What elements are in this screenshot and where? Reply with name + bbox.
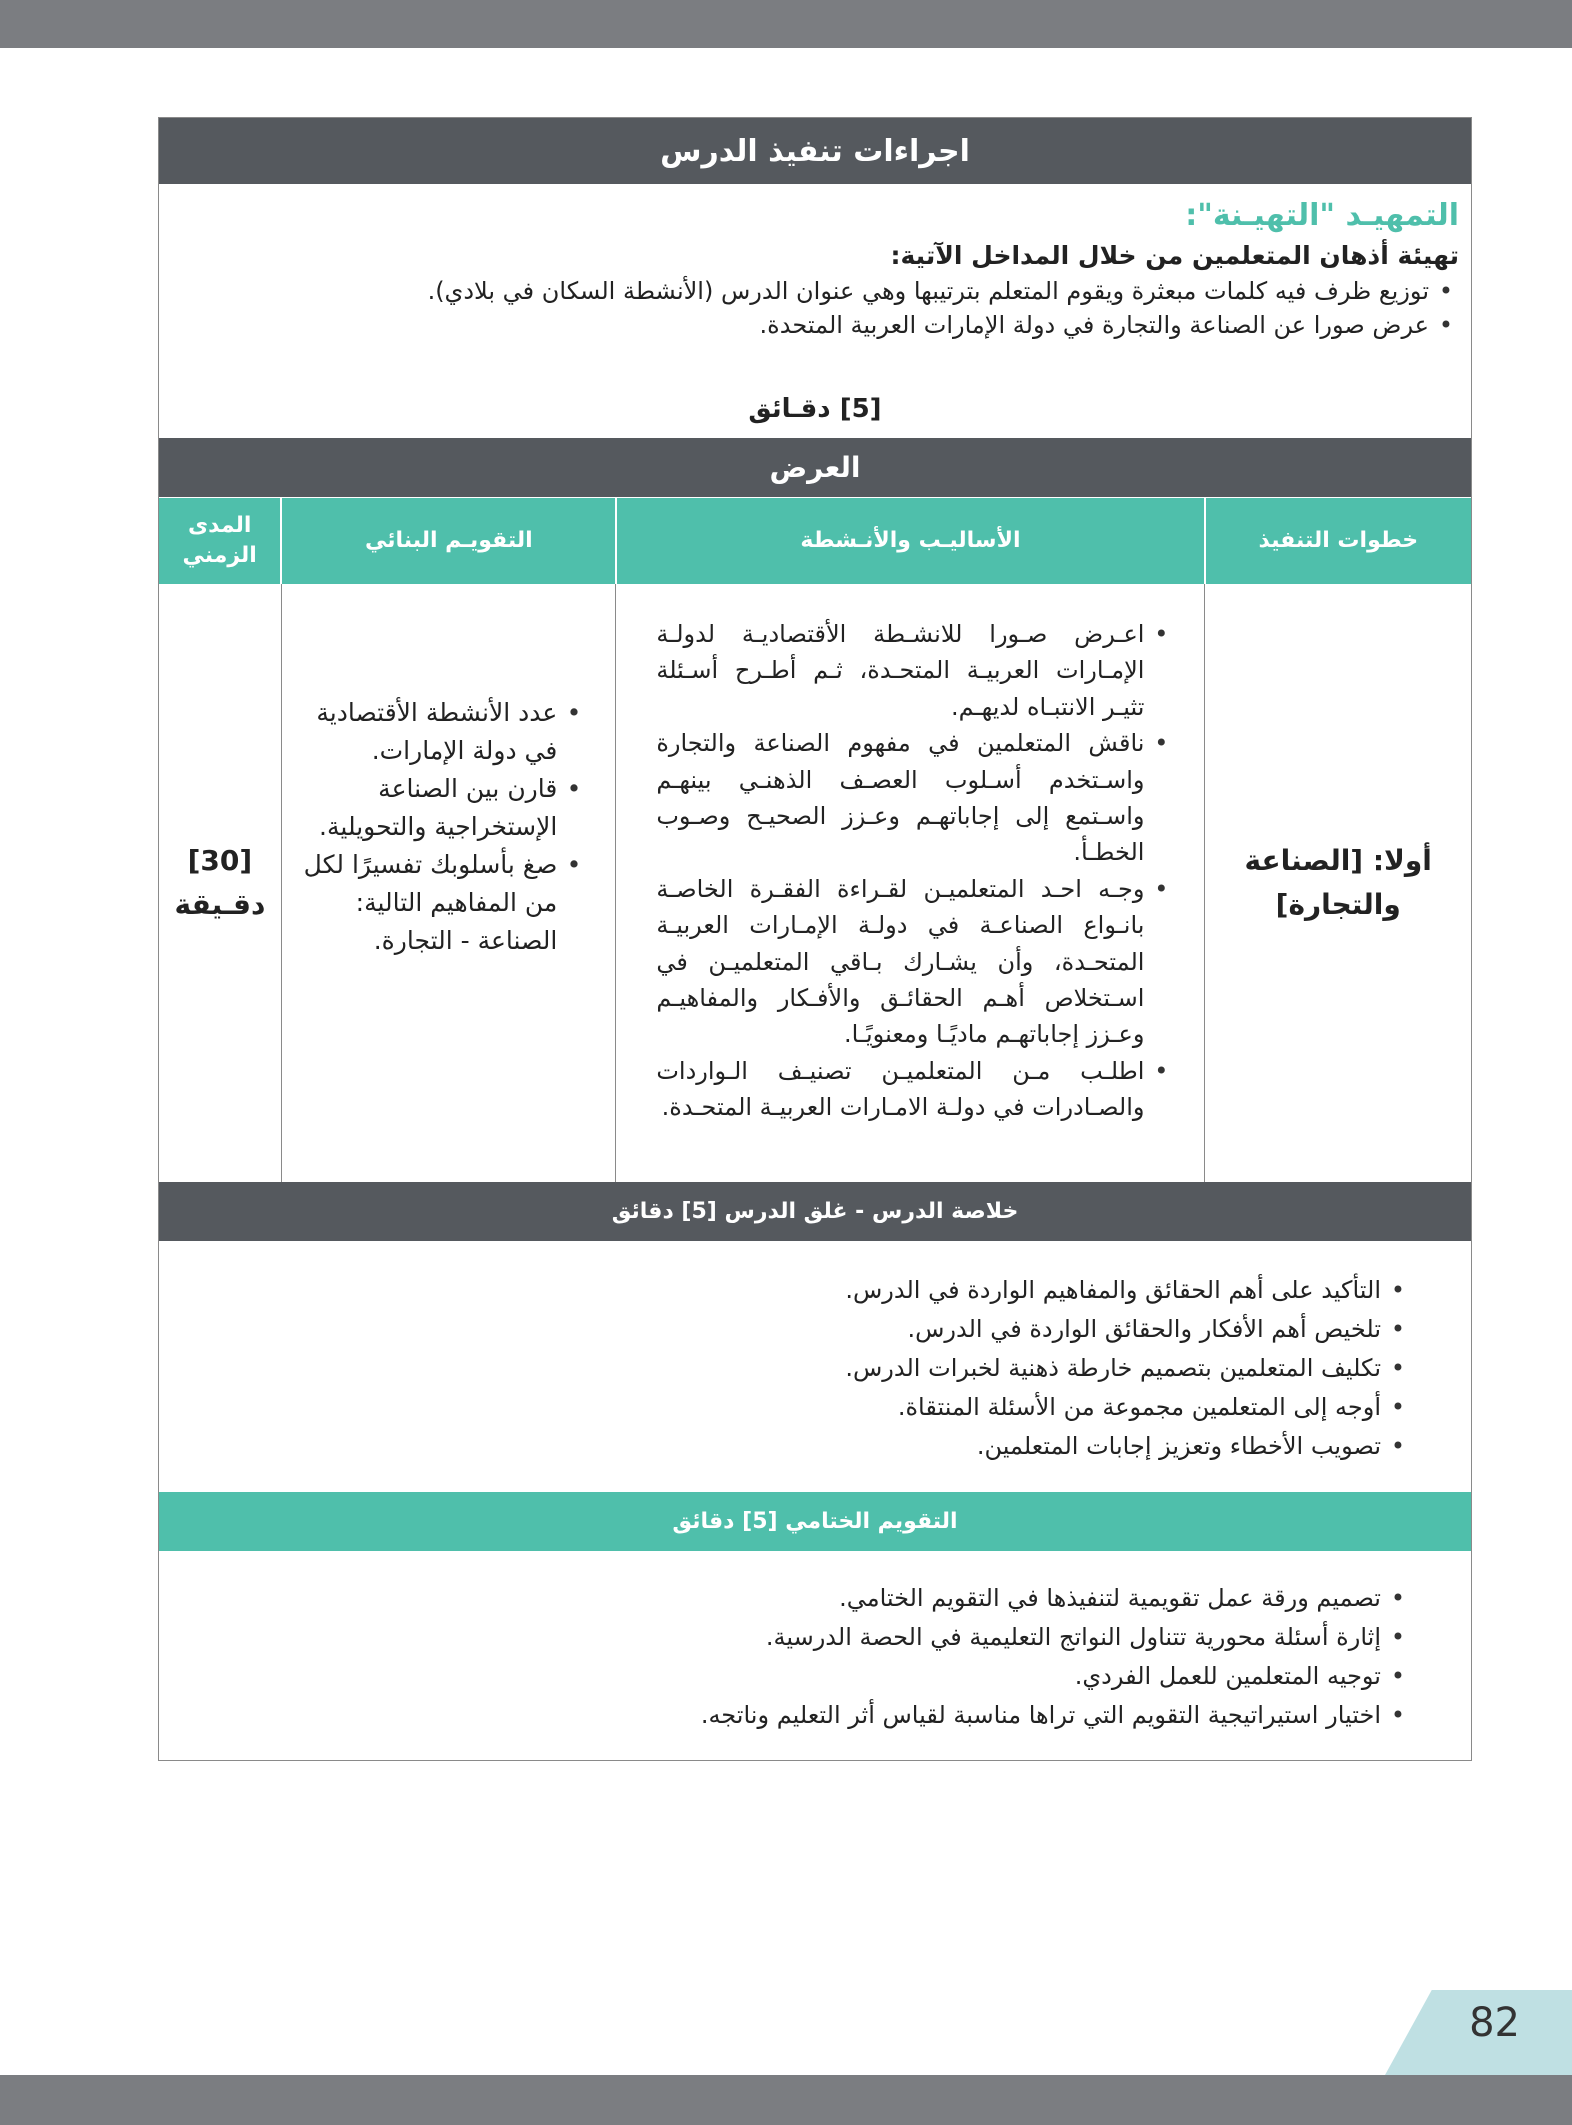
list-item: • تلخيص أهم الأفكار والحقائق الواردة في الدرس. <box>171 1310 1381 1349</box>
intro-time: [5] دقـائق <box>748 394 882 424</box>
methods-cell <box>615 584 1204 1182</box>
list-item: • تكليف المتعلمين بتصميم خارطة ذهنية لخبرات الدرس. <box>171 1349 1381 1388</box>
summary-list <box>171 1271 1411 1466</box>
list-item: • قارن بين الصناعة الإستخراجية والتحويلية. <box>302 770 558 846</box>
list-item: • التأكيد على أهم الحقائق والمفاهيم الواردة في الدرس. <box>171 1271 1381 1310</box>
methods-list <box>656 616 1174 1126</box>
top-band <box>0 0 1572 48</box>
intro-list <box>171 274 1459 342</box>
list-item: • توزيع ظرف فيه كلمات مبعثرة ويقوم المتعلم بترتيبها وهي عنوان الدرس (الأنشطة السكان في بلادي). <box>171 274 1429 308</box>
list-item: • اعـرض صـورا للانشـطة الأقتصاديـة لدولـة الإمـارات العربيـة المتحـدة، ثـم أطـرح أسـئلة تثيـر الانتبـاه لديهـم. <box>656 616 1144 725</box>
list-item: • تصميم ورقة عمل تقويمية لتنفيذها في التقويم الختامي. <box>171 1579 1381 1618</box>
intro-heading: التمهيـد "التهيـنة": <box>1185 198 1459 233</box>
header-steps: خطوات التنفيذ <box>1204 498 1471 584</box>
list-item: • اطلـب مـن المتعلميـن تصنيـف الـواردات والصـادرات في دولـة الامـارات العربيـة المتحـدة. <box>656 1053 1144 1126</box>
list-item: • تصويب الأخطاء وتعزيز إجابات المتعلمين. <box>171 1427 1381 1466</box>
header-evaluation: التقويـم البنائي <box>280 498 615 584</box>
table-header-row <box>159 497 1471 584</box>
step-cell: أولا: [الصناعة والتجارة] <box>1204 584 1471 1182</box>
page-number: 82 <box>1469 2000 1520 2046</box>
table-body-row <box>159 584 1471 1182</box>
summary-section <box>159 1241 1471 1492</box>
lesson-procedures-table <box>158 117 1472 1761</box>
list-item: • توجيه المتعلمين للعمل الفردي. <box>171 1657 1381 1696</box>
bottom-band <box>0 2075 1572 2125</box>
list-item: • وجـه احـد المتعلميـن لقـراءة الفقـرة الخاصـة بانـواع الصناعـة في دولـة الإمـارات العربيـة المتحـدة، وأن يشـارك بـاقي المتعلميـن في اسـتخلاص أهـم الحقائـق والأفـكار والمفاهيـم وعـزز إجاباتهـم ماديًـا ومعنويًـا. <box>656 871 1144 1053</box>
duration-cell: [30] دقـيقة <box>174 844 266 921</box>
header-methods: الأساليـب والأنـشطة <box>615 498 1203 584</box>
intro-section <box>159 184 1471 438</box>
evaluation-list <box>302 694 588 960</box>
list-item: • عرض صورا عن الصناعة والتجارة في دولة الإمارات العربية المتحدة. <box>171 308 1429 342</box>
list-item: • صغ بأسلوبك تفسيرًا لكل من المفاهيم التالية: الصناعة - التجارة. <box>302 846 558 960</box>
list-item: • إثارة أسئلة محورية تتناول النواتج التعليمية في الحصة الدرسية. <box>171 1618 1381 1657</box>
presentation-title: العرض <box>159 438 1471 497</box>
list-item: • أوجه إلى المتعلمين مجموعة من الأسئلة المنتقاة. <box>171 1388 1381 1427</box>
summary-title: خلاصة الدرس - غلق الدرس [5] دقائق <box>159 1182 1471 1241</box>
final-assessment-section <box>159 1551 1471 1735</box>
evaluation-cell <box>281 584 616 1182</box>
table-title: اجراءات تنفيذ الدرس <box>159 118 1471 184</box>
list-item: • ناقش المتعلمين في مفهوم الصناعة والتجارة واسـتخدم أسـلوب العصـف الذهنـي بينهـم واسـتمع إلى إجاباتهـم وعـزز الصحيـح وصـوب الخطـأ. <box>656 725 1144 871</box>
list-item: • اختيار استيراتيجية التقويم التي تراها مناسبة لقياس أثر التعليم وناتجه. <box>171 1696 1381 1735</box>
final-assessment-title: التقويم الختامي [5] دقائق <box>159 1492 1471 1551</box>
intro-subheading: تهيئة أذهان المتعلمين من خلال المداخل الآتية: <box>890 241 1459 270</box>
header-duration: المدى الزمني <box>159 498 280 584</box>
list-item: • عدد الأنشطة الأقتصادية في دولة الإمارات. <box>302 694 558 770</box>
final-assessment-list <box>171 1579 1411 1735</box>
